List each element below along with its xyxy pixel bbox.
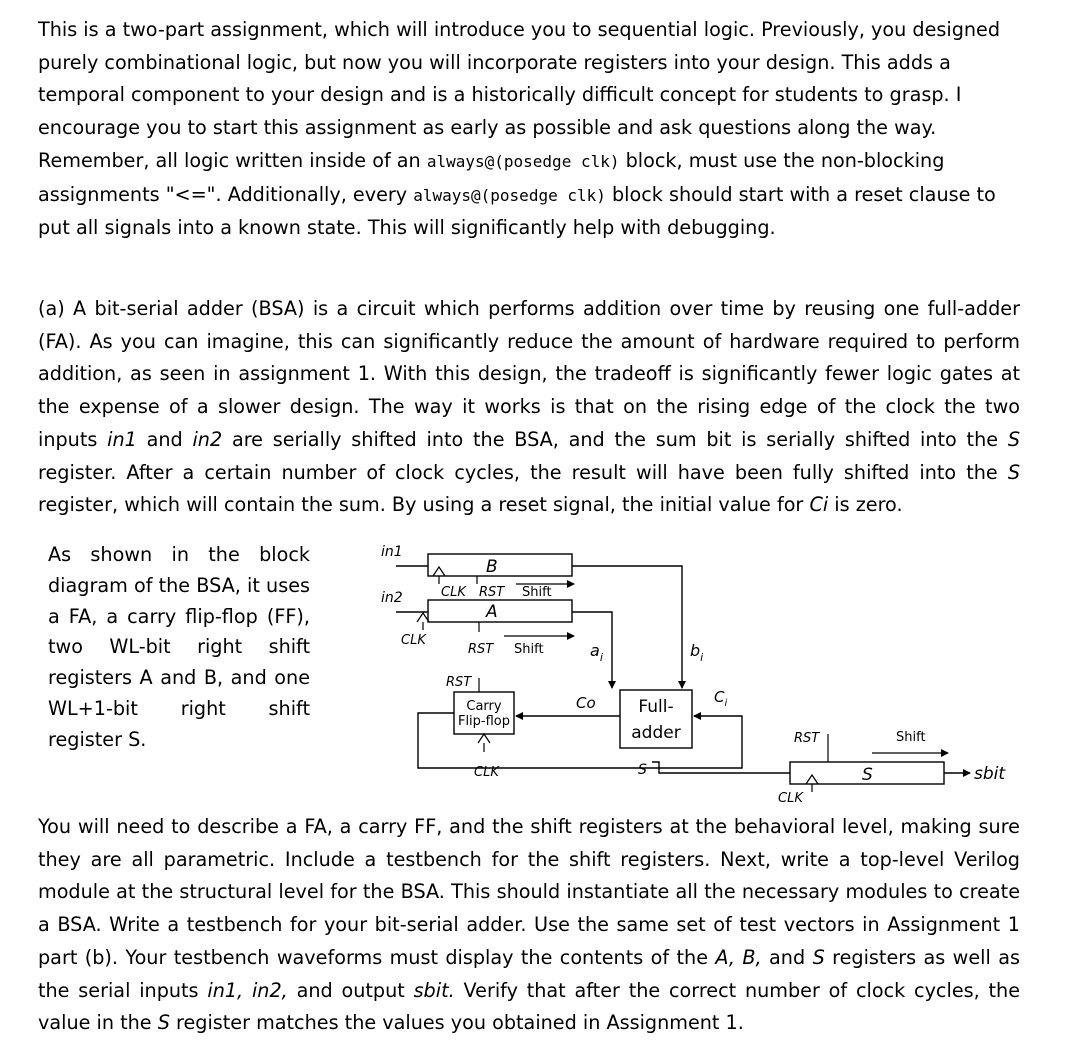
part-a-in1: in1: [107, 427, 137, 451]
register-s-label: S: [862, 765, 873, 785]
closing-text-1: You will need to describe a FA, a carry FF, and the shift registers at the behavioral level, making sure they are all parametric. Include a testbench for the shift registers. Next, write a top-level Verilog module at the structural level for the BSA. This should instantiate all the necessary modules to create a BSA. Write a testbench for your bit-serial adder. Use the same set of test vectors in Assignment 1 part (b). Your testbench waveforms must display the contents of the: [38, 815, 1020, 969]
register-a: [396, 600, 574, 657]
clock-edge-icon: [478, 734, 490, 743]
part-a-text-2: and: [136, 427, 193, 451]
register-s-clk: CLK: [778, 791, 803, 806]
label-co: Co: [576, 694, 596, 712]
label-sbit: sbit: [974, 764, 1006, 784]
label-ci: $C_i$: [714, 688, 728, 709]
part-a-s: S: [1007, 427, 1021, 451]
intro-text-3: block should start with a reset clause to put all signals into a known state. This will significantly help with debugging.: [38, 182, 996, 240]
full-adder-label-2: adder: [631, 723, 681, 743]
code-always-1: always@(posedge clk): [426, 151, 620, 171]
block-diagram-description: As shown in the block diagram of the BSA, it uses a FA, a carry flip-flop (FF), two WL-bit right shift registers A and B, and one WL+1-bit right shift register S.: [48, 543, 310, 751]
intro-text-1: This is a two-part assignment, which will introduce you to sequential logic. Previously, you designed purely combinational logic, but now you will incorporate registers into your design. This adds a temporal component to your design and is a historically difficult concept for students to grasp. I encourage you to start this assignment as early as possible and ask questions along the way. Remember, all logic written inside of an: [38, 18, 1001, 172]
register-b-rst: RST: [479, 585, 505, 600]
part-a-text-1: (a) A bit-serial adder (BSA) is a circuit which performs addition over time by reusing one full-adder (FA). As you can imagine, this can significantly reduce the amount of hardware required to perform addition, as seen in assignment 1. With this design, the tradeoff is significantly fewer logic gates at the expense of a slower design. The way it works is that on the rising edge of the clock the two inputs: [38, 297, 1020, 451]
part-a-text-4: register. After a certain number of clock cycles, the result will have been fully shifted into the: [38, 460, 1008, 484]
label-fa-s: S: [638, 762, 647, 778]
register-a-clk: CLK: [401, 633, 426, 648]
label-bi: $b_i$: [690, 641, 704, 664]
part-a-paragraph: [38, 293, 1020, 522]
part-a-text-3: are serially shifted into the BSA, and the sum bit is serially shifted into the: [222, 427, 1008, 451]
carry-clk: CLK: [474, 765, 499, 780]
label-ai: $a_i$: [590, 641, 603, 664]
closing-text-5: Verify that after the correct number of clock cycles, the value in the: [38, 978, 1021, 1035]
full-adder: [620, 690, 692, 748]
closing-abs: A, B,: [715, 945, 762, 969]
carry-label-1: Carry: [466, 699, 502, 714]
part-a-in2: in2: [192, 427, 223, 451]
register-s-rst: RST: [794, 731, 820, 746]
part-a-text-5: register, which will contain the sum. By using a reset signal, the initial value for: [38, 493, 810, 517]
label-in2: in2: [381, 590, 403, 606]
bsa-block-diagram: [376, 540, 1026, 810]
part-a-ci: Ci: [809, 493, 829, 517]
closing-text-4: and output: [287, 978, 414, 1002]
carry-flip-flop: [446, 675, 514, 780]
intro-text-2: block, must use the non-blocking assignments "<=". Additionally, every: [38, 148, 945, 206]
closing-paragraph: [38, 811, 1020, 1040]
register-s: [778, 730, 1006, 806]
register-b: [396, 554, 574, 600]
register-b-clk: CLK: [441, 585, 466, 600]
register-b-shift: Shift: [522, 585, 552, 600]
full-adder-label-1: Full-: [638, 697, 674, 717]
code-always-2: always@(posedge clk): [413, 185, 606, 205]
carry-label-2: Flip-flop: [457, 714, 511, 729]
closing-s2: S: [157, 1011, 170, 1035]
intro-paragraph: [38, 14, 1020, 245]
part-a-s2: S: [1007, 460, 1020, 484]
register-b-label: B: [486, 557, 498, 577]
register-s-shift: Shift: [896, 730, 926, 745]
register-a-shift: Shift: [514, 642, 544, 657]
closing-inputs: in1, in2,: [207, 978, 288, 1002]
clock-edge-icon: [417, 613, 429, 622]
carry-rst: RST: [446, 675, 472, 690]
closing-text-3: registers as well as the serial inputs: [38, 945, 1020, 1002]
closing-s: S: [812, 945, 825, 969]
closing-text-6: register matches the values you obtained in Assignment 1.: [169, 1011, 744, 1035]
register-a-label: A: [486, 602, 498, 622]
closing-text-2: and: [761, 945, 813, 969]
closing-sbit: sbit.: [413, 978, 455, 1002]
register-a-rst: RST: [468, 642, 494, 657]
part-a-text-6: is zero.: [828, 493, 903, 517]
label-in1: in1: [381, 544, 403, 560]
